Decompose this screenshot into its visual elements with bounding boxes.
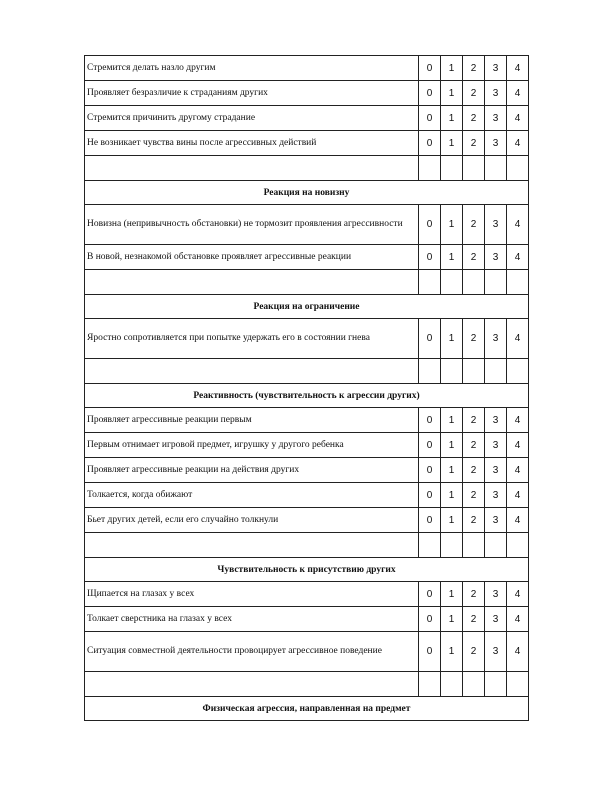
score-option-0[interactable]: 0 bbox=[419, 131, 441, 156]
section-header-row bbox=[85, 558, 529, 582]
score-option-1[interactable]: 1 bbox=[441, 81, 463, 106]
score-option-0[interactable]: 0 bbox=[419, 582, 441, 607]
blank-row bbox=[85, 359, 529, 384]
score-option-1[interactable]: 1 bbox=[441, 483, 463, 508]
assessment-table-body bbox=[85, 56, 529, 721]
item-row bbox=[85, 582, 529, 607]
score-option-1[interactable]: 1 bbox=[441, 632, 463, 672]
score-option-1[interactable]: 1 bbox=[441, 508, 463, 533]
item-description: Щипается на глазах у всех bbox=[85, 582, 419, 607]
section-title: Реактивность (чувствительность к агрессии других) bbox=[85, 384, 529, 408]
score-option-0[interactable]: 0 bbox=[419, 81, 441, 106]
score-option-2[interactable]: 2 bbox=[463, 56, 485, 81]
score-option-3[interactable]: 3 bbox=[485, 433, 507, 458]
item-row bbox=[85, 408, 529, 433]
blank-score-cell bbox=[419, 359, 441, 384]
score-option-3[interactable]: 3 bbox=[485, 582, 507, 607]
item-row bbox=[85, 56, 529, 81]
score-option-3[interactable]: 3 bbox=[485, 458, 507, 483]
score-option-4[interactable]: 4 bbox=[507, 106, 529, 131]
score-option-2[interactable]: 2 bbox=[463, 433, 485, 458]
section-header-row bbox=[85, 384, 529, 408]
score-option-3[interactable]: 3 bbox=[485, 483, 507, 508]
score-option-0[interactable]: 0 bbox=[419, 508, 441, 533]
score-option-1[interactable]: 1 bbox=[441, 433, 463, 458]
blank-row bbox=[85, 672, 529, 697]
score-option-3[interactable]: 3 bbox=[485, 319, 507, 359]
blank-score-cell bbox=[441, 156, 463, 181]
blank-score-cell bbox=[463, 156, 485, 181]
score-option-0[interactable]: 0 bbox=[419, 56, 441, 81]
score-option-3[interactable]: 3 bbox=[485, 632, 507, 672]
score-option-4[interactable]: 4 bbox=[507, 56, 529, 81]
blank-row bbox=[85, 270, 529, 295]
score-option-3[interactable]: 3 bbox=[485, 56, 507, 81]
item-description: Первым отнимает игровой предмет, игрушку у другого ребенка bbox=[85, 433, 419, 458]
item-row bbox=[85, 607, 529, 632]
score-option-4[interactable]: 4 bbox=[507, 508, 529, 533]
score-option-2[interactable]: 2 bbox=[463, 408, 485, 433]
blank-score-cell bbox=[485, 359, 507, 384]
blank-description-cell bbox=[85, 359, 419, 384]
score-option-1[interactable]: 1 bbox=[441, 106, 463, 131]
score-option-3[interactable]: 3 bbox=[485, 245, 507, 270]
score-option-1[interactable]: 1 bbox=[441, 245, 463, 270]
blank-row bbox=[85, 156, 529, 181]
score-option-1[interactable]: 1 bbox=[441, 131, 463, 156]
item-row bbox=[85, 131, 529, 156]
score-option-0[interactable]: 0 bbox=[419, 319, 441, 359]
item-description: Проявляет агрессивные реакции на действия других bbox=[85, 458, 419, 483]
item-row bbox=[85, 458, 529, 483]
score-option-4[interactable]: 4 bbox=[507, 458, 529, 483]
section-title: Реакция на ограничение bbox=[85, 295, 529, 319]
blank-score-cell bbox=[441, 270, 463, 295]
item-description: Толкает сверстника на глазах у всех bbox=[85, 607, 419, 632]
item-description: Стремится делать назло другим bbox=[85, 56, 419, 81]
score-option-3[interactable]: 3 bbox=[485, 508, 507, 533]
blank-score-cell bbox=[441, 672, 463, 697]
score-option-4[interactable]: 4 bbox=[507, 433, 529, 458]
score-option-3[interactable]: 3 bbox=[485, 81, 507, 106]
section-title: Реакция на новизну bbox=[85, 181, 529, 205]
score-option-4[interactable]: 4 bbox=[507, 408, 529, 433]
item-description: В новой, незнакомой обстановке проявляет агрессивные реакции bbox=[85, 245, 419, 270]
item-row bbox=[85, 319, 529, 359]
score-option-3[interactable]: 3 bbox=[485, 106, 507, 131]
score-option-4[interactable]: 4 bbox=[507, 245, 529, 270]
score-option-4[interactable]: 4 bbox=[507, 483, 529, 508]
score-option-1[interactable]: 1 bbox=[441, 582, 463, 607]
score-option-4[interactable]: 4 bbox=[507, 582, 529, 607]
blank-score-cell bbox=[419, 533, 441, 558]
blank-score-cell bbox=[507, 156, 529, 181]
section-header-row bbox=[85, 181, 529, 205]
item-description: Проявляет агрессивные реакции первым bbox=[85, 408, 419, 433]
item-row bbox=[85, 483, 529, 508]
blank-description-cell bbox=[85, 156, 419, 181]
blank-score-cell bbox=[419, 156, 441, 181]
score-option-0[interactable]: 0 bbox=[419, 483, 441, 508]
section-header-row bbox=[85, 697, 529, 721]
blank-score-cell bbox=[463, 270, 485, 295]
section-title: Физическая агрессия, направленная на предмет bbox=[85, 697, 529, 721]
score-option-0[interactable]: 0 bbox=[419, 408, 441, 433]
blank-description-cell bbox=[85, 270, 419, 295]
blank-score-cell bbox=[507, 270, 529, 295]
item-description: Толкается, когда обижают bbox=[85, 483, 419, 508]
blank-score-cell bbox=[419, 672, 441, 697]
score-option-0[interactable]: 0 bbox=[419, 433, 441, 458]
score-option-1[interactable]: 1 bbox=[441, 319, 463, 359]
item-description: Стремится причинить другому страдание bbox=[85, 106, 419, 131]
score-option-1[interactable]: 1 bbox=[441, 56, 463, 81]
score-option-2[interactable]: 2 bbox=[463, 508, 485, 533]
item-row bbox=[85, 433, 529, 458]
section-header-row bbox=[85, 295, 529, 319]
score-option-0[interactable]: 0 bbox=[419, 106, 441, 131]
score-option-2[interactable]: 2 bbox=[463, 632, 485, 672]
blank-score-cell bbox=[419, 270, 441, 295]
blank-score-cell bbox=[463, 359, 485, 384]
assessment-table bbox=[84, 55, 529, 721]
item-row bbox=[85, 205, 529, 245]
score-option-0[interactable]: 0 bbox=[419, 245, 441, 270]
score-option-4[interactable]: 4 bbox=[507, 607, 529, 632]
item-description: Яростно сопротивляется при попытке удержать его в состоянии гнева bbox=[85, 319, 419, 359]
item-description: Новизна (непривычность обстановки) не тормозит проявления агрессивности bbox=[85, 205, 419, 245]
score-option-4[interactable]: 4 bbox=[507, 632, 529, 672]
score-option-3[interactable]: 3 bbox=[485, 408, 507, 433]
blank-score-cell bbox=[485, 156, 507, 181]
score-option-2[interactable]: 2 bbox=[463, 607, 485, 632]
blank-score-cell bbox=[463, 533, 485, 558]
score-option-2[interactable]: 2 bbox=[463, 319, 485, 359]
score-option-2[interactable]: 2 bbox=[463, 81, 485, 106]
item-row bbox=[85, 632, 529, 672]
score-option-3[interactable]: 3 bbox=[485, 607, 507, 632]
score-option-1[interactable]: 1 bbox=[441, 607, 463, 632]
blank-score-cell bbox=[485, 270, 507, 295]
score-option-0[interactable]: 0 bbox=[419, 458, 441, 483]
blank-score-cell bbox=[441, 359, 463, 384]
blank-score-cell bbox=[507, 533, 529, 558]
item-row bbox=[85, 106, 529, 131]
score-option-2[interactable]: 2 bbox=[463, 131, 485, 156]
score-option-4[interactable]: 4 bbox=[507, 131, 529, 156]
score-option-0[interactable]: 0 bbox=[419, 632, 441, 672]
score-option-3[interactable]: 3 bbox=[485, 205, 507, 245]
score-option-1[interactable]: 1 bbox=[441, 205, 463, 245]
blank-score-cell bbox=[485, 533, 507, 558]
blank-score-cell bbox=[507, 359, 529, 384]
blank-score-cell bbox=[441, 533, 463, 558]
score-option-0[interactable]: 0 bbox=[419, 205, 441, 245]
score-option-2[interactable]: 2 bbox=[463, 458, 485, 483]
score-option-2[interactable]: 2 bbox=[463, 483, 485, 508]
score-option-1[interactable]: 1 bbox=[441, 458, 463, 483]
item-description: Бьет других детей, если его случайно толкнули bbox=[85, 508, 419, 533]
score-option-1[interactable]: 1 bbox=[441, 408, 463, 433]
item-row bbox=[85, 81, 529, 106]
item-description: Ситуация совместной деятельности провоцирует агрессивное поведение bbox=[85, 632, 419, 672]
item-row bbox=[85, 245, 529, 270]
score-option-4[interactable]: 4 bbox=[507, 205, 529, 245]
item-description: Не возникает чувства вины после агрессивных действий bbox=[85, 131, 419, 156]
score-option-3[interactable]: 3 bbox=[485, 131, 507, 156]
score-option-4[interactable]: 4 bbox=[507, 81, 529, 106]
blank-description-cell bbox=[85, 533, 419, 558]
score-option-0[interactable]: 0 bbox=[419, 607, 441, 632]
score-option-2[interactable]: 2 bbox=[463, 205, 485, 245]
item-description: Проявляет безразличие к страданиям других bbox=[85, 81, 419, 106]
section-title: Чувствительность к присутствию других bbox=[85, 558, 529, 582]
score-option-2[interactable]: 2 bbox=[463, 106, 485, 131]
blank-row bbox=[85, 533, 529, 558]
blank-description-cell bbox=[85, 672, 419, 697]
score-option-2[interactable]: 2 bbox=[463, 245, 485, 270]
score-option-4[interactable]: 4 bbox=[507, 319, 529, 359]
blank-score-cell bbox=[507, 672, 529, 697]
blank-score-cell bbox=[463, 672, 485, 697]
item-row bbox=[85, 508, 529, 533]
score-option-2[interactable]: 2 bbox=[463, 582, 485, 607]
blank-score-cell bbox=[485, 672, 507, 697]
